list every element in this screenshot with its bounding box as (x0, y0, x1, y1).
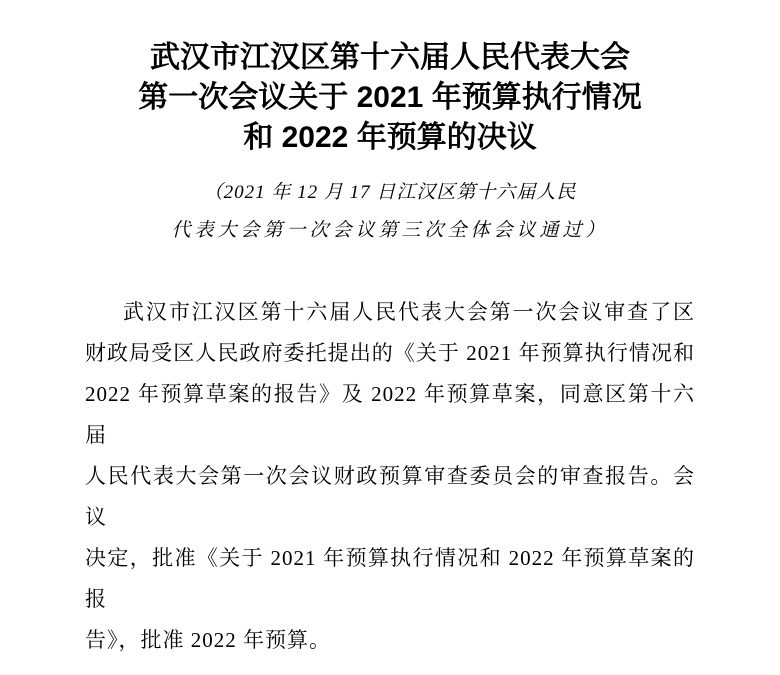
body-paragraph (85, 292, 695, 661)
title-line-3: 和 2022 年预算的决议 (243, 121, 537, 154)
subtitle-line-2: 代表大会第一次会议第三次全体会议通过） (171, 220, 609, 241)
title-line-2: 第一次会议关于 2021 年预算执行情况 (138, 81, 642, 114)
body-line-3: 2022 年预算草案的报告》及 2022 年预算草案，同意区第十六届 (85, 382, 695, 447)
body-line-5: 决定，批准《关于 2021 年预算执行情况和 2022 年预算草案的报 (85, 546, 695, 611)
body-line-1: 武汉市江汉区第十六届人民代表大会第一次会议审查了区 (123, 300, 695, 324)
document-title (0, 0, 780, 158)
body-line-2: 财政局受区人民政府委托提出的《关于 2021 年预算执行情况和 (85, 341, 695, 365)
title-line-1: 武汉市江汉区第十六届人民代表大会 (150, 41, 630, 74)
subtitle-line-1: （2021 年 12 月 17 日江汉区第十六届人民 (203, 182, 577, 203)
document-subtitle (0, 174, 780, 250)
body-line-6: 告》，批准 2022 年预算。 (85, 628, 331, 652)
body-line-4: 人民代表大会第一次会议财政预算审查委员会的审查报告。会议 (85, 464, 695, 529)
